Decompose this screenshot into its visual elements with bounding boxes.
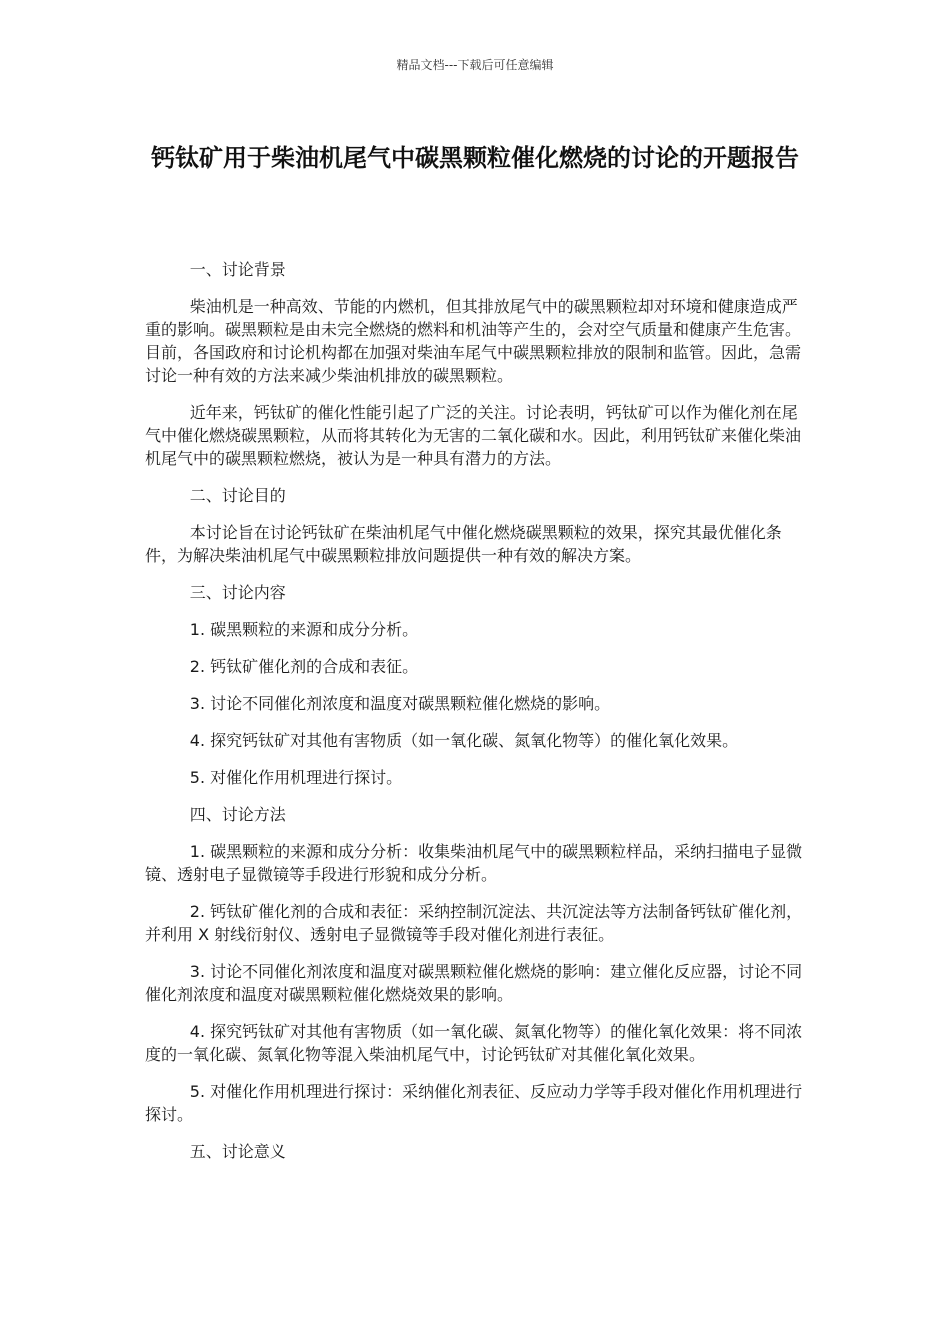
list-item: 2. 钙钛矿催化剂的合成和表征。 bbox=[189, 657, 419, 676]
section-heading: 一、讨论背景 bbox=[189, 260, 286, 279]
section-heading: 二、讨论目的 bbox=[189, 486, 286, 505]
list-item: 5. 对催化作用机理进行探讨：采纳催化剂表征、反应动力学等手段对催化作用机理进行探讨。 bbox=[145, 1082, 803, 1124]
list-item: 4. 探究钙钛矿对其他有害物质（如一氧化碳、氮氧化物等）的催化氧化效果。 bbox=[189, 731, 739, 750]
document-title: 钙钛矿用于柴油机尾气中碳黑颗粒催化燃烧的讨论的开题报告 bbox=[151, 144, 799, 172]
section-heading: 三、讨论内容 bbox=[189, 583, 286, 602]
section-heading: 四、讨论方法 bbox=[189, 805, 286, 824]
list-item: 3. 讨论不同催化剂浓度和温度对碳黑颗粒催化燃烧的影响：建立催化反应器，讨论不同催化剂浓度和温度对碳黑颗粒催化燃烧效果的影响。 bbox=[145, 962, 803, 1004]
paragraph: 本讨论旨在讨论钙钛矿在柴油机尾气中催化燃烧碳黑颗粒的效果，探究其最优催化条件，为解决柴油机尾气中碳黑颗粒排放问题提供一种有效的解决方案。 bbox=[145, 523, 782, 565]
list-item: 3. 讨论不同催化剂浓度和温度对碳黑颗粒催化燃烧的影响。 bbox=[189, 694, 611, 713]
paragraph: 近年来，钙钛矿的催化性能引起了广泛的关注。讨论表明，钙钛矿可以作为催化剂在尾气中催化燃烧碳黑颗粒，从而将其转化为无害的二氧化碳和水。因此，利用钙钛矿来催化柴油机尾气中的碳黑颗粒燃烧，被认为是一种具有潜力的方法。 bbox=[145, 403, 802, 468]
list-item: 5. 对催化作用机理进行探讨。 bbox=[189, 768, 403, 787]
list-item: 2. 钙钛矿催化剂的合成和表征：采纳控制沉淀法、共沉淀法等方法制备钙钛矿催化剂，并利用 X 射线衍射仪、透射电子显微镜等手段对催化剂进行表征。 bbox=[145, 902, 803, 944]
list-item: 1. 碳黑颗粒的来源和成分分析：收集柴油机尾气中的碳黑颗粒样品，采纳扫描电子显微镜、透射电子显微镜等手段进行形貌和成分分析。 bbox=[145, 842, 803, 884]
paragraph: 柴油机是一种高效、节能的内燃机，但其排放尾气中的碳黑颗粒却对环境和健康造成严重的影响。碳黑颗粒是由未完全燃烧的燃料和机油等产生的，会对空气质量和健康产生危害。目前，各国政府和讨论机构都在加强对柴油车尾气中碳黑颗粒排放的限制和监管。因此，急需讨论一种有效的方法来减少柴油机排放的碳黑颗粒。 bbox=[145, 297, 802, 385]
list-item: 1. 碳黑颗粒的来源和成分分析。 bbox=[189, 620, 419, 639]
header-note: 精品文档---下载后可任意编辑 bbox=[396, 58, 554, 72]
document-body bbox=[145, 258, 808, 1177]
section-heading: 五、讨论意义 bbox=[189, 1142, 286, 1161]
list-item: 4. 探究钙钛矿对其他有害物质（如一氧化碳、氮氧化物等）的催化氧化效果：将不同浓度的一氧化碳、氮氧化物等混入柴油机尾气中，讨论钙钛矿对其催化氧化效果。 bbox=[145, 1022, 803, 1064]
